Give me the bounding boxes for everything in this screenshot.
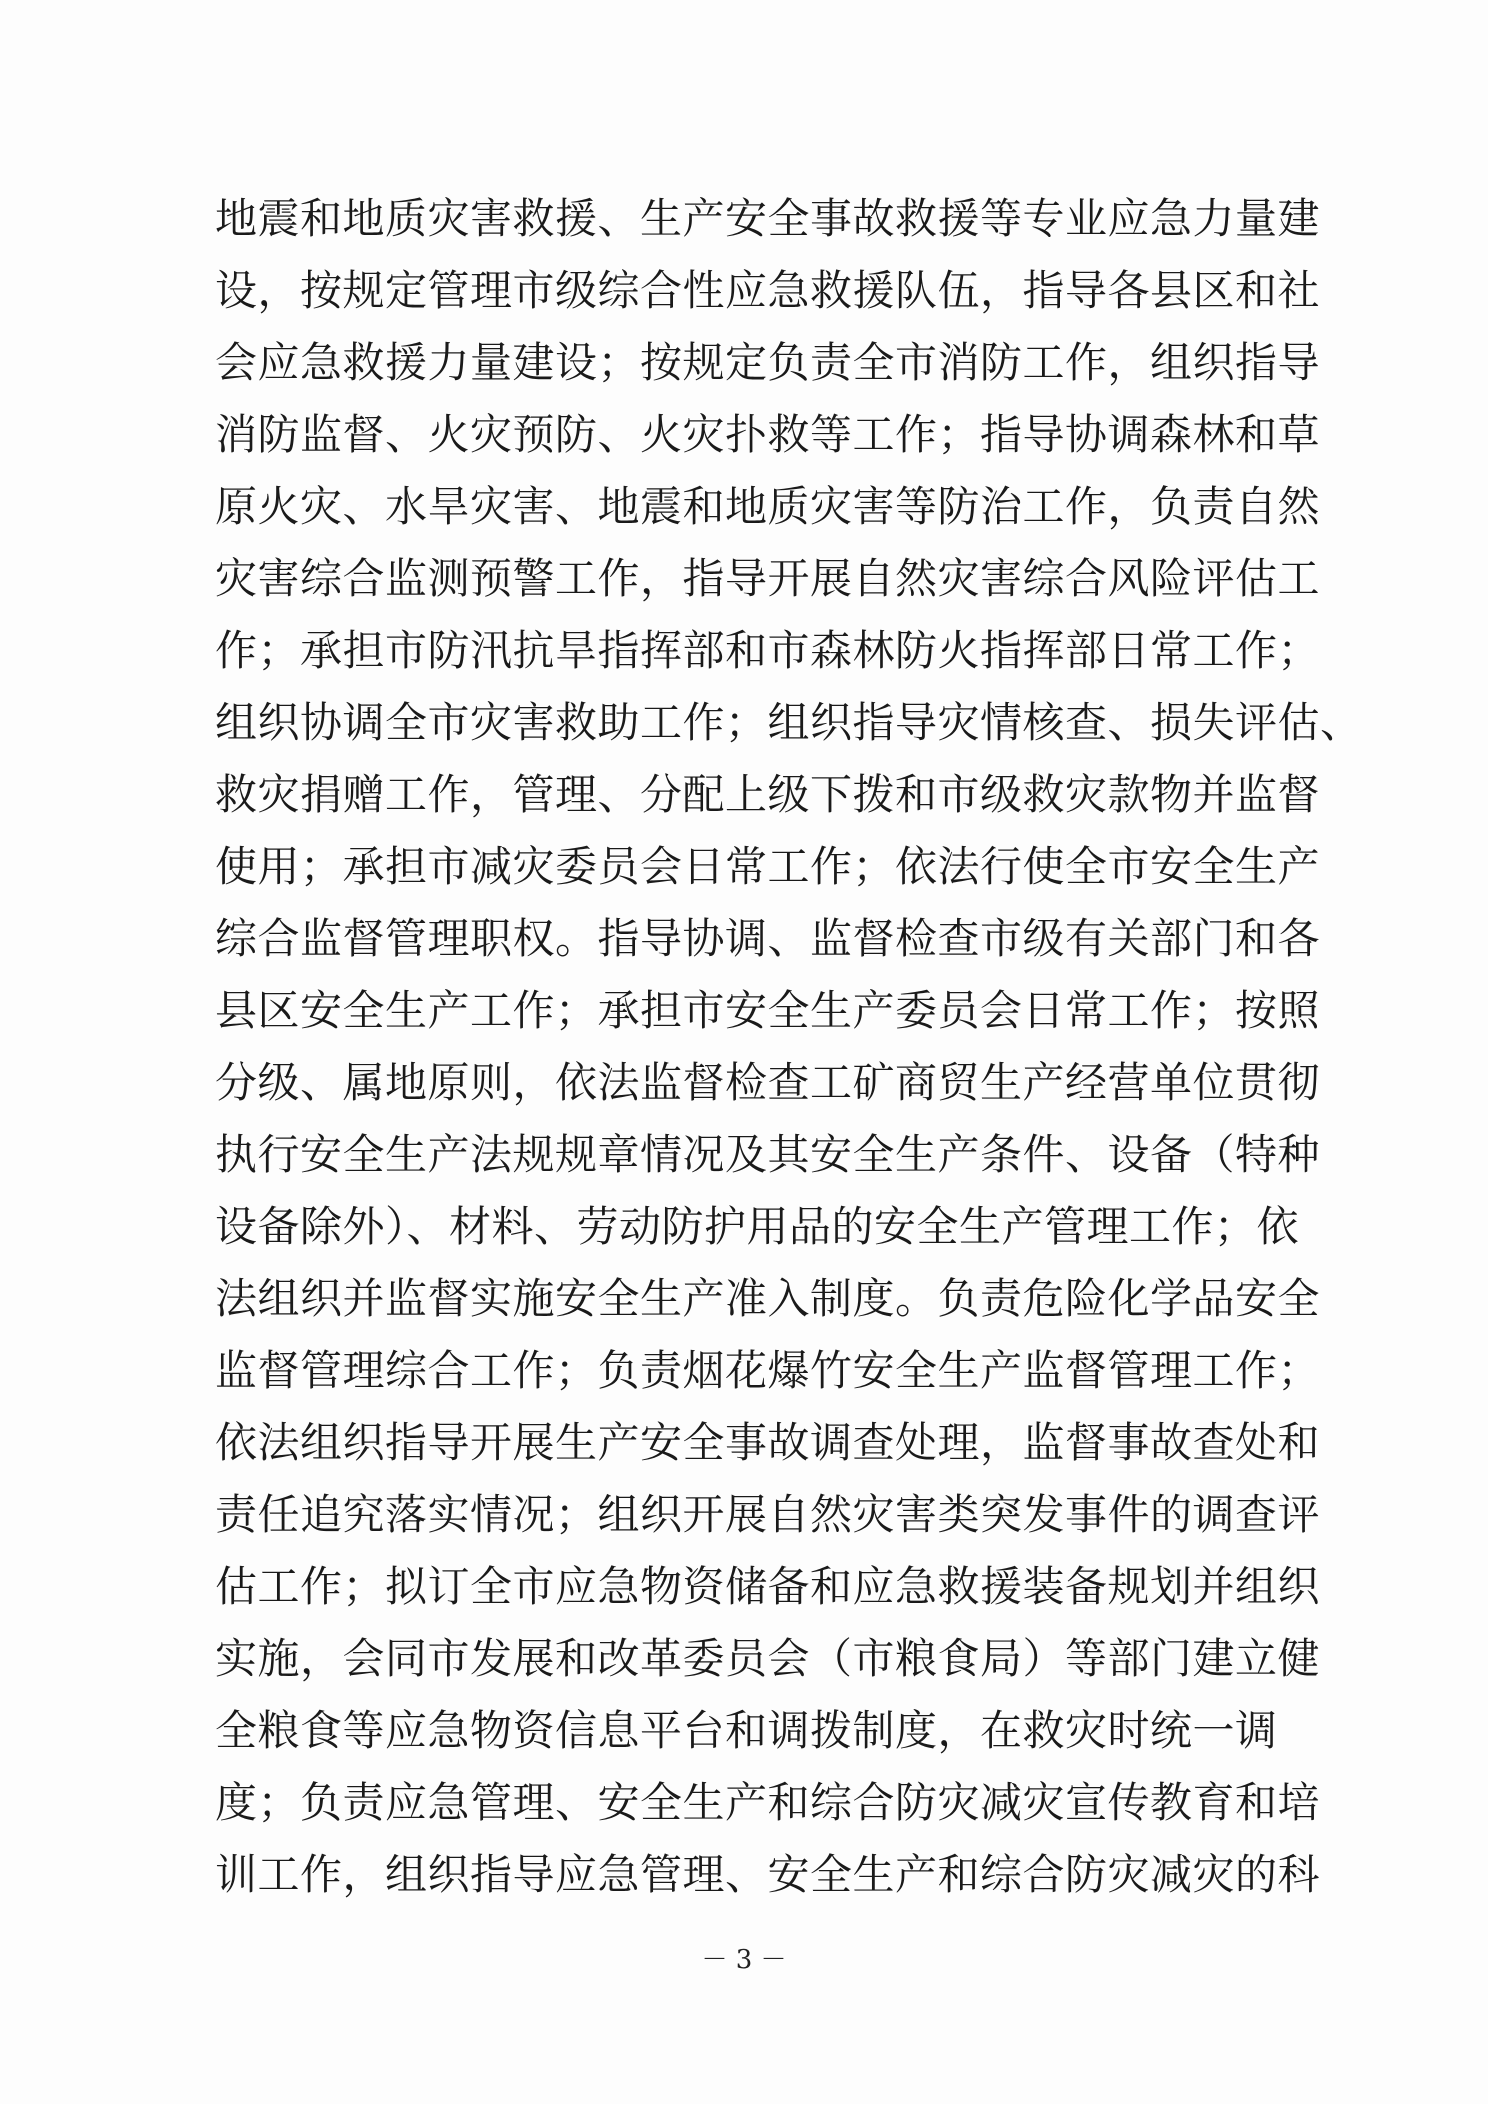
text-line-18: 依法组织指导开展生产安全事故调查处理，监督事故查处和 [215,1418,1321,1467]
text-line-22: 全粮食等应急物资信息平台和调拨制度，在救灾时统一调 [215,1706,1278,1755]
text-line-23: 度；负责应急管理、安全生产和综合防灾减灾宣传教育和培 [215,1778,1321,1827]
text-line-5: 原火灾、水旱灾害、地震和地质灾害等防治工作，负责自然 [215,482,1321,531]
body-text [215,183,1363,1911]
text-line-21: 实施，会同市发展和改革委员会（市粮食局）等部门建立健 [215,1634,1321,1683]
text-line-2: 设，按规定管理市级综合性应急救援队伍，指导各县区和社 [215,266,1321,315]
text-line-13: 分级、属地原则，依法监督检查工矿商贸生产经营单位贯彻 [215,1058,1321,1107]
text-line-20: 估工作；拟订全市应急物资储备和应急救援装备规划并组织 [215,1562,1321,1611]
text-line-17: 监督管理综合工作；负责烟花爆竹安全生产监督管理工作； [215,1346,1321,1395]
text-line-3: 会应急救援力量建设；按规定负责全市消防工作，组织指导 [215,338,1321,387]
text-line-14: 执行安全生产法规规章情况及其安全生产条件、设备（特种 [215,1130,1321,1179]
text-line-6: 灾害综合监测预警工作，指导开展自然灾害综合风险评估工 [215,554,1321,603]
text-line-8: 组织协调全市灾害救助工作；组织指导灾情核查、损失评估、 [215,698,1363,747]
text-line-11: 综合监督管理职权。指导协调、监督检查市级有关部门和各 [215,914,1321,963]
text-line-15: 设备除外）、材料、劳动防护用品的安全生产管理工作；依 [215,1202,1300,1251]
text-line-24: 训工作，组织指导应急管理、安全生产和综合防灾减灾的科 [215,1850,1321,1899]
text-line-7: 作；承担市防汛抗旱指挥部和市森林防火指挥部日常工作； [215,626,1321,675]
text-line-19: 责任追究落实情况；组织开展自然灾害类突发事件的调查评 [215,1490,1321,1539]
text-line-1: 地震和地质灾害救援、生产安全事故救援等专业应急力量建 [215,194,1321,243]
text-line-4: 消防监督、火灾预防、火灾扑救等工作；指导协调森林和草 [215,410,1321,459]
text-line-12: 县区安全生产工作；承担市安全生产委员会日常工作；按照 [215,986,1321,1035]
text-line-10: 使用；承担市减灾委员会日常工作；依法行使全市安全生产 [215,842,1321,891]
text-line-16: 法组织并监督实施安全生产准入制度。负责危险化学品安全 [215,1274,1321,1323]
text-line-9: 救灾捐赠工作，管理、分配上级下拨和市级救灾款物并监督 [215,770,1321,819]
page-number: － 3 － [701,1945,787,1975]
